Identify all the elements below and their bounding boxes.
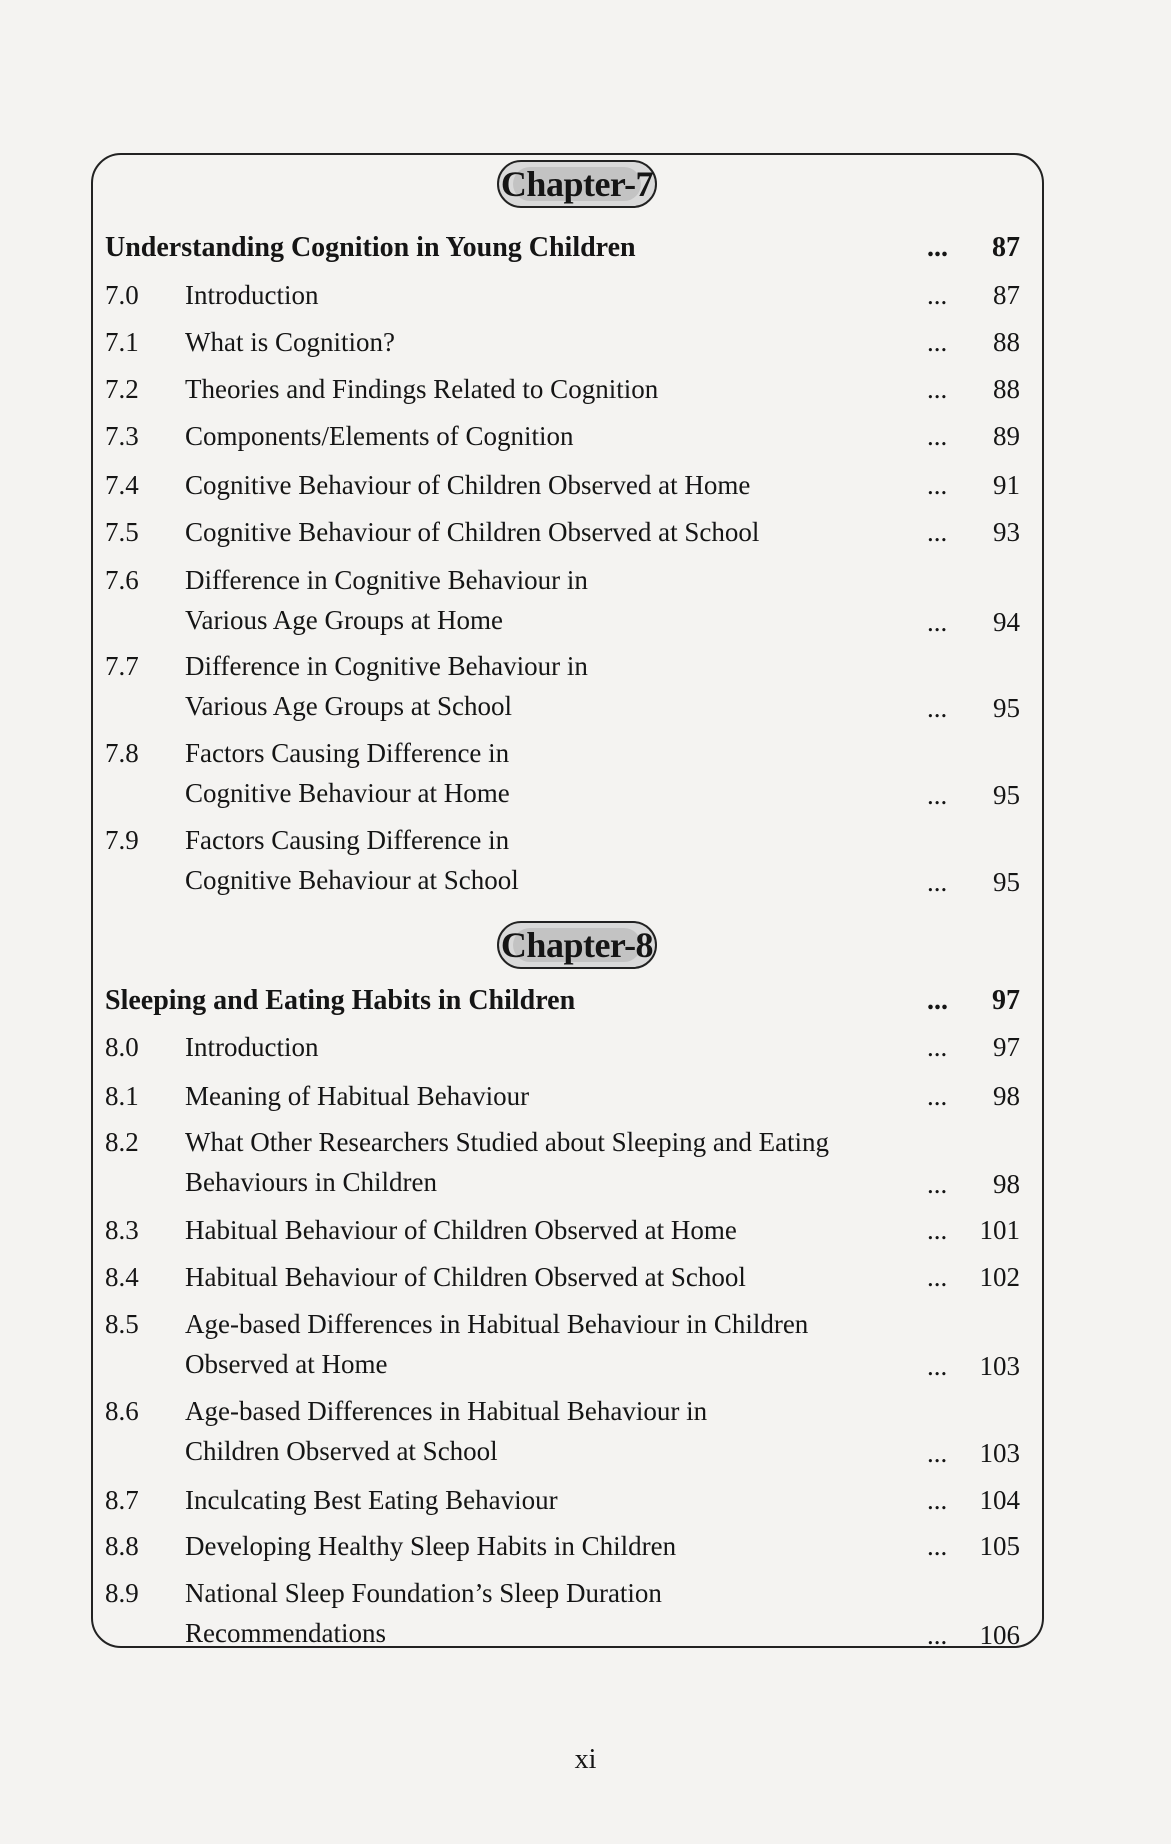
entry-title: Age-based Differences in Habitual Behaviour in Children Observed at School — [185, 1396, 708, 1466]
entry-title: Theories and Findings Related to Cognition — [185, 374, 659, 404]
page-ref: 93 — [993, 517, 1020, 547]
page-ref: 97 — [992, 985, 1020, 1016]
entry-number: 7.3 — [105, 421, 139, 451]
entry-number: 8.0 — [105, 1032, 139, 1062]
entry-number: 8.3 — [105, 1215, 139, 1245]
entry-number: 8.5 — [105, 1309, 139, 1339]
leader-dots: ... — [927, 1438, 948, 1468]
page-ref: 106 — [979, 1620, 1020, 1650]
page-ref: 105 — [979, 1531, 1020, 1561]
entry-title: Age-based Differences in Habitual Behaviour in Children Observed at Home — [185, 1309, 809, 1379]
toc-entry-8-6[interactable] — [105, 1391, 1030, 1473]
toc-entry-7-2[interactable] — [105, 369, 1030, 409]
entry-title: Habitual Behaviour of Children Observed at Home — [185, 1215, 737, 1245]
chapter-7-label: Chapter-7 — [500, 164, 654, 204]
page-ref: 103 — [979, 1351, 1020, 1381]
page-ref: 103 — [979, 1438, 1020, 1468]
chapter-7-heading-row[interactable] — [105, 228, 1030, 268]
entry-title: Cognitive Behaviour of Children Observed at Home — [185, 470, 751, 500]
toc-entry-7-3[interactable] — [105, 416, 1030, 456]
page-number: xi — [574, 1744, 597, 1775]
chapter-7-badge — [497, 160, 657, 208]
leader-dots: ... — [927, 327, 948, 357]
entry-title: Difference in Cognitive Behaviour in Various Age Groups at School — [185, 651, 588, 721]
entry-title: Habitual Behaviour of Children Observed at School — [185, 1262, 746, 1292]
leader-dots: ... — [927, 1485, 948, 1515]
leader-dots: ... — [927, 1262, 948, 1292]
page-ref: 104 — [979, 1485, 1020, 1515]
entry-number: 7.2 — [105, 374, 139, 404]
chapter-heading: Sleeping and Eating Habits in Children — [105, 985, 576, 1016]
toc-entry-8-0[interactable] — [105, 1027, 1030, 1067]
entry-title: Developing Healthy Sleep Habits in Children — [185, 1531, 677, 1561]
entry-number: 8.7 — [105, 1485, 139, 1515]
entry-number: 7.8 — [105, 738, 139, 768]
leader-dots: ... — [927, 867, 948, 897]
toc-entry-8-3[interactable] — [105, 1210, 1030, 1250]
toc-entry-7-6[interactable] — [105, 560, 1030, 642]
entry-number: 7.4 — [105, 470, 139, 500]
leader-dots: ... — [927, 1531, 948, 1561]
leader-dots: ... — [927, 232, 948, 263]
leader-dots: ... — [927, 470, 948, 500]
page-ref: 89 — [993, 421, 1020, 451]
entry-number: 8.2 — [105, 1127, 139, 1157]
chapter-8-badge — [497, 921, 657, 969]
entry-number: 8.4 — [105, 1262, 139, 1292]
toc-entry-7-5[interactable] — [105, 512, 1030, 552]
entry-number: 7.0 — [105, 280, 139, 310]
page-ref: 98 — [993, 1081, 1020, 1111]
page-ref: 88 — [993, 327, 1020, 357]
leader-dots: ... — [927, 780, 948, 810]
page-ref: 87 — [993, 280, 1020, 310]
leader-dots: ... — [927, 693, 948, 723]
leader-dots: ... — [927, 1620, 948, 1650]
leader-dots: ... — [927, 280, 948, 310]
leader-dots: ... — [927, 1215, 948, 1245]
toc-entry-7-8[interactable] — [105, 733, 1030, 815]
entry-title: Difference in Cognitive Behaviour in Various Age Groups at Home — [185, 565, 588, 635]
entry-number: 8.1 — [105, 1081, 139, 1111]
leader-dots: ... — [927, 1032, 948, 1062]
entry-title: Inculcating Best Eating Behaviour — [185, 1485, 558, 1515]
toc-entry-7-4[interactable] — [105, 465, 1030, 505]
entry-title: Cognitive Behaviour of Children Observed at School — [185, 517, 760, 547]
entry-title: What is Cognition? — [185, 327, 395, 357]
entry-number: 7.1 — [105, 327, 139, 357]
leader-dots: ... — [927, 1169, 948, 1199]
toc-entry-8-9[interactable] — [105, 1573, 1030, 1655]
leader-dots: ... — [927, 374, 948, 404]
toc-entry-7-7[interactable] — [105, 646, 1030, 728]
leader-dots: ... — [927, 421, 948, 451]
entry-title: Introduction — [185, 1032, 319, 1062]
entry-title: National Sleep Foundation’s Sleep Duration Recommendations — [185, 1578, 662, 1648]
page-ref: 88 — [993, 374, 1020, 404]
toc-entry-8-8[interactable] — [105, 1526, 1030, 1566]
entry-title: Factors Causing Difference in Cognitive Behaviour at Home — [185, 738, 510, 808]
page-ref: 102 — [979, 1262, 1020, 1292]
entry-number: 8.6 — [105, 1396, 139, 1426]
entry-number: 7.9 — [105, 825, 139, 855]
page-ref: 95 — [993, 867, 1020, 897]
chapter-8-label: Chapter-8 — [500, 925, 654, 965]
toc-entry-7-1[interactable] — [105, 322, 1030, 362]
entry-number: 8.8 — [105, 1531, 139, 1561]
leader-dots: ... — [927, 985, 948, 1016]
page-ref: 91 — [993, 470, 1020, 500]
chapter-heading: Understanding Cognition in Young Children — [105, 232, 636, 263]
entry-number: 8.9 — [105, 1578, 139, 1608]
entry-title: What Other Researchers Studied about Sleeping and Eating Behaviours in Children — [185, 1127, 830, 1197]
page-ref: 95 — [993, 693, 1020, 723]
page-ref: 87 — [992, 232, 1020, 263]
entry-number: 7.5 — [105, 517, 139, 547]
toc-entry-8-5[interactable] — [105, 1304, 1030, 1386]
leader-dots: ... — [927, 517, 948, 547]
entry-number: 7.7 — [105, 651, 139, 681]
entry-title: Introduction — [185, 280, 319, 310]
leader-dots: ... — [927, 1081, 948, 1111]
entry-number: 7.6 — [105, 565, 139, 595]
toc-entry-8-1[interactable] — [105, 1076, 1030, 1116]
toc-entry-8-4[interactable] — [105, 1257, 1030, 1297]
entry-title: Meaning of Habitual Behaviour — [185, 1081, 530, 1111]
toc-entry-7-9[interactable] — [105, 820, 1030, 902]
page-ref: 101 — [979, 1215, 1020, 1245]
page-ref: 95 — [993, 780, 1020, 810]
toc-entry-7-0[interactable] — [105, 275, 1030, 315]
leader-dots: ... — [927, 1351, 948, 1381]
toc-entry-8-2[interactable] — [105, 1122, 1030, 1204]
page-ref: 97 — [993, 1032, 1020, 1062]
toc-entry-8-7[interactable] — [105, 1480, 1030, 1520]
entry-title: Components/Elements of Cognition — [185, 421, 574, 451]
entry-title: Factors Causing Difference in Cognitive Behaviour at School — [185, 825, 519, 895]
page-ref: 94 — [993, 607, 1020, 637]
page-ref: 98 — [993, 1169, 1020, 1199]
chapter-8-heading-row[interactable] — [105, 981, 1030, 1021]
leader-dots: ... — [927, 607, 948, 637]
